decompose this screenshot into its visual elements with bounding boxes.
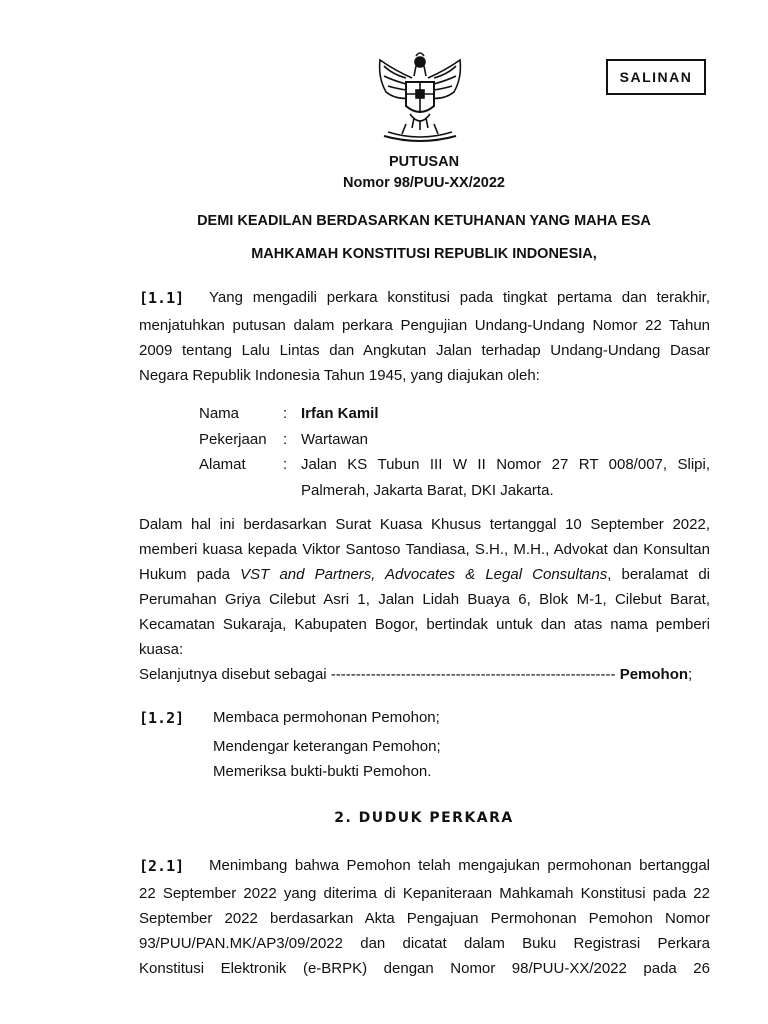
paragraph-line: Negara Republik Indonesia Tahun 1945, yang diajukan oleh: <box>139 367 540 384</box>
list-item: Mendengar keterangan Pemohon; <box>213 738 441 755</box>
paragraph-line: 22 September 2022 yang diterima di Kepaniteraan Mahkamah Konstitusi pada 22 <box>139 885 710 902</box>
paragraph-line: memberi kuasa kepada Viktor Santoso Tandiasa, S.H., M.H., Advokat dan Konsultan <box>139 541 710 558</box>
colon: : <box>283 405 288 422</box>
pekerjaan-value: Wartawan <box>301 431 368 448</box>
text-span: Hukum pada <box>139 566 241 583</box>
list-item: Membaca permohonan Pemohon; <box>213 709 440 726</box>
colon: : <box>283 456 288 473</box>
court-heading: MAHKAMAH KONSTITUSI REPUBLIK INDONESIA, <box>251 246 597 262</box>
paragraph-2-1-first-line <box>139 856 710 877</box>
paragraph-1-2 <box>139 708 710 729</box>
salinan-label: SALINAN <box>606 59 706 95</box>
nama-value: Irfan Kamil <box>301 405 379 422</box>
text-span: Selanjutnya disebut sebagai --------------------------------------------------------- <box>139 666 620 683</box>
paragraph-line: kuasa: <box>139 641 184 658</box>
nama-label: Nama <box>199 405 240 422</box>
justice-heading: DEMI KEADILAN BERDASARKAN KETUHANAN YANG MAHA ESA <box>197 213 651 229</box>
colon: : <box>283 431 288 448</box>
alamat-value-line-1: Jalan KS Tubun III W II Nomor 27 RT 008/007, Slipi, <box>301 456 710 473</box>
paragraph-marker: [1.2] <box>139 709 185 727</box>
section-heading: 2. DUDUK PERKARA <box>334 810 514 826</box>
document-number: Nomor 98/PUU-XX/2022 <box>343 175 505 191</box>
alamat-value-line-2: Palmerah, Jakarta Barat, DKI Jakarta. <box>301 482 554 499</box>
alamat-label: Alamat <box>199 456 246 473</box>
paragraph-line: Konstitusi Elektronik (e-BRPK) dengan Nomor 98/PUU-XX/2022 pada 26 <box>139 960 710 977</box>
paragraph-marker: [1.1] <box>139 289 185 307</box>
paragraph-line <box>139 565 710 585</box>
pemohon-term: Pemohon <box>619 666 689 683</box>
paragraph-line: menjatuhkan putusan dalam perkara Pengujian Undang-Undang Nomor 22 Tahun <box>139 317 710 334</box>
text-span: ; <box>688 666 693 683</box>
firm-name: VST and Partners, Advocates & Legal Consultans <box>240 566 608 583</box>
list-item: Memeriksa bukti-bukti Pemohon. <box>213 763 432 780</box>
paragraph-line: September 2022 berdasarkan Akta Pengajuan Permohonan Pemohon Nomor <box>139 910 710 927</box>
paragraph-text: Yang mengadili perkara konstitusi pada tingkat pertama dan terakhir, <box>209 289 710 306</box>
paragraph-line: Dalam hal ini berdasarkan Surat Kuasa Khusus tertanggal 10 September 2022, <box>139 516 710 533</box>
paragraph-line: 93/PUU/PAN.MK/AP3/09/2022 dan dicatat dalam Buku Registrasi Perkara <box>139 935 710 952</box>
paragraph-marker: [2.1] <box>139 857 185 875</box>
garuda-emblem-icon <box>366 48 474 152</box>
paragraph-line: Kecamatan Sukaraja, Kabupaten Bogor, bertindak untuk dan atas nama pemberi <box>139 616 710 633</box>
paragraph-1-1-first-line <box>139 288 710 309</box>
text-span: , beralamat di <box>607 566 711 583</box>
pemohon-designation-line <box>139 665 710 685</box>
document-title: PUTUSAN <box>388 154 460 170</box>
paragraph-line: 2009 tentang Lalu Lintas dan Angkutan Jalan terhadap Undang-Undang Dasar <box>139 342 710 359</box>
paragraph-text: Menimbang bahwa Pemohon telah mengajukan permohonan bertanggal <box>209 857 710 874</box>
pekerjaan-label: Pekerjaan <box>199 431 267 448</box>
paragraph-line: Perumahan Griya Cilebut Asri 1, Jalan Lidah Buaya 6, Blok M-1, Cilebut Barat, <box>139 591 710 608</box>
